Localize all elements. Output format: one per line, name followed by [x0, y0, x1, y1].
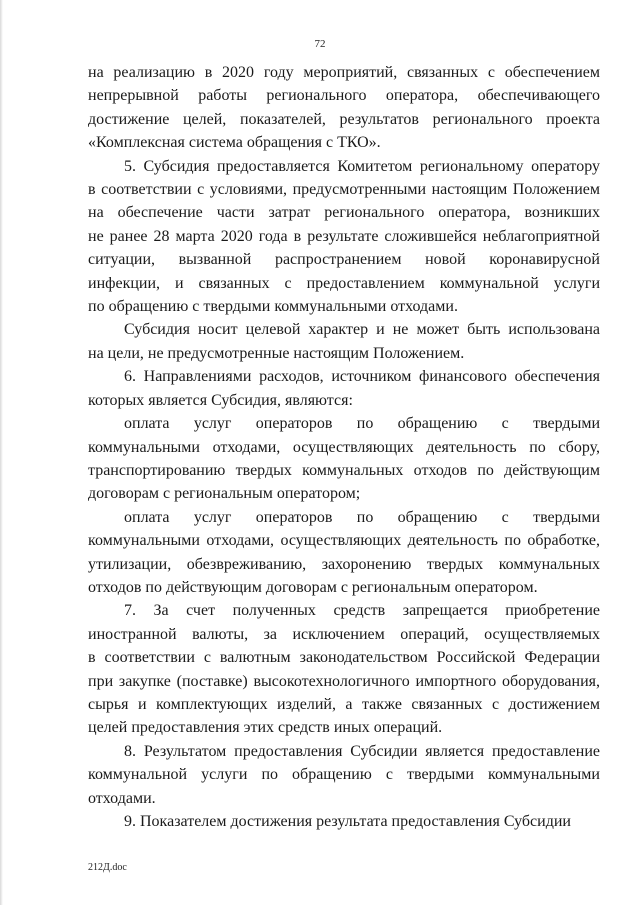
text-line: утилизации, обезвреживанию, захоронению твердых коммунальных	[88, 555, 600, 573]
text-line: при закупке (поставке) высокотехнологичного импортного оборудования,	[88, 672, 600, 690]
paragraph	[88, 318, 600, 365]
text-line: целей предоставления этих средств иных операций.	[88, 719, 443, 737]
paragraph	[88, 599, 600, 739]
paragraph	[88, 810, 600, 833]
file-name-footer: 212Д.doc	[88, 862, 127, 873]
paragraph	[88, 365, 600, 412]
text-line: «Комплексная система обращения с ТКО».	[88, 134, 381, 152]
text-line: на обеспечение части затрат регионального оператора, возникших	[88, 204, 600, 222]
text-line: коммунальными отходами, осуществляющих деятельность по обработке,	[88, 532, 600, 550]
text-line: не ранее 28 марта 2020 года в результате сложившейся неблагоприятной	[88, 227, 600, 245]
text-line: 9. Показателем достижения результата предоставления Субсидии	[124, 813, 571, 830]
text-line: инфекции, и связанных с предоставлением коммунальной услуги	[88, 274, 600, 292]
text-line: сырья и комплектующих изделий, а также связанных с достижением	[88, 695, 600, 713]
paragraph	[88, 740, 600, 810]
text-line: в соответствии с валютным законодательством Российской Федерации	[88, 649, 600, 667]
text-line: оплата услуг операторов по обращению с твердыми	[124, 415, 600, 433]
text-line: которых является Субсидия, являются:	[88, 391, 353, 409]
paragraph	[88, 506, 600, 600]
text-line: 5. Субсидия предоставляется Комитетом региональному оператору	[124, 157, 600, 175]
text-line: коммунальными отходами, осуществляющих деятельность по сбору,	[88, 438, 600, 456]
page-number: 72	[314, 38, 326, 50]
text-line: 8. Результатом предоставления Субсидии является предоставление	[124, 742, 600, 760]
text-line: коммунальной услуги по обращению с твердыми коммунальными	[88, 766, 600, 784]
text-line: транспортированию твердых коммунальных отходов по действующим	[88, 461, 600, 479]
text-line: по обращению с твердыми коммунальными отходами.	[88, 298, 458, 316]
text-line: на цели, не предусмотренные настоящим Положением.	[88, 344, 465, 362]
text-line: договорам с региональным оператором;	[88, 485, 361, 503]
text-line: отходами.	[88, 789, 156, 807]
document-body	[88, 61, 600, 833]
paragraph	[88, 412, 600, 506]
text-line: непрерывной работы регионального оператора, обеспечивающего	[88, 87, 600, 105]
text-line: иностранной валюты, за исключением операций, осуществляемых	[88, 625, 600, 643]
text-line: отходов по действующим договорам с региональным оператором.	[88, 578, 538, 596]
paragraph	[88, 155, 600, 319]
text-line: на реализацию в 2020 году мероприятий, связанных с обеспечением	[88, 64, 600, 81]
text-line: 6. Направлениями расходов, источником финансового обеспечения	[124, 368, 600, 386]
paragraph	[88, 61, 600, 155]
text-line: 7. За счет полученных средств запрещается приобретение	[124, 602, 600, 620]
text-line: оплата услуг операторов по обращению с твердыми	[124, 508, 600, 526]
text-line: Субсидия носит целевой характер и не может быть использована	[124, 321, 600, 339]
text-line: в соответствии с условиями, предусмотренными настоящим Положением	[88, 181, 600, 199]
scan-edge	[0, 0, 3, 905]
text-line: ситуации, вызванной распространением новой коронавирусной	[88, 251, 600, 269]
text-line: достижение целей, показателей, результатов регионального проекта	[88, 110, 600, 128]
